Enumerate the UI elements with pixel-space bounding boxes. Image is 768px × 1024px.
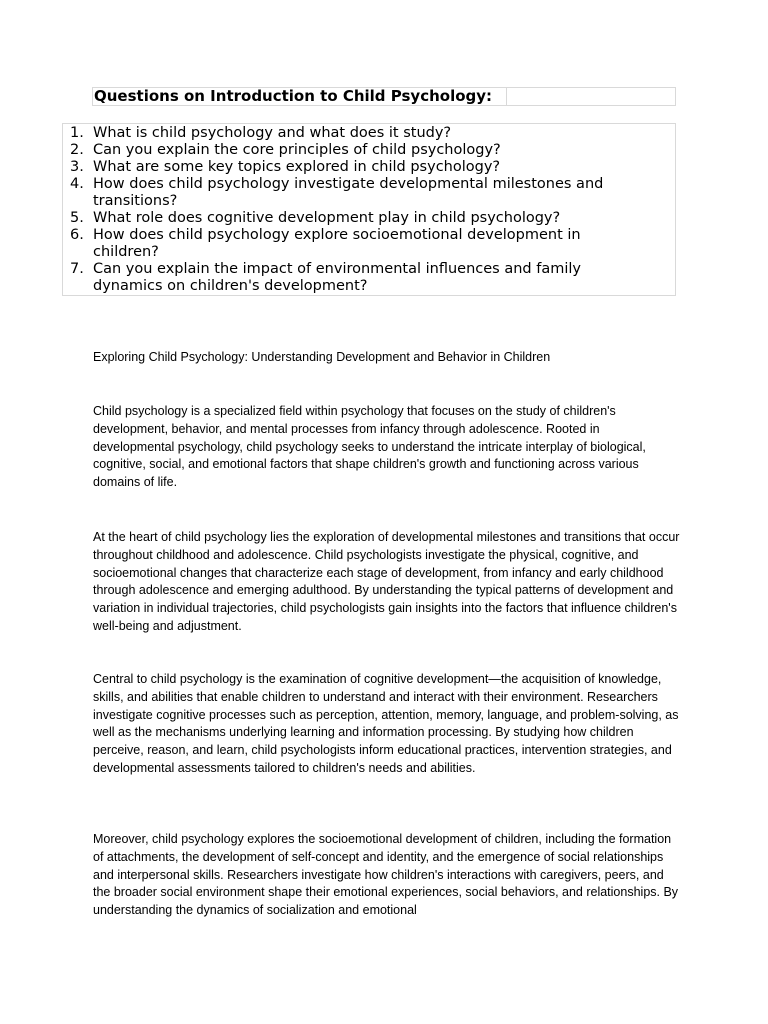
question-item — [63, 176, 675, 210]
question-number: 5. — [70, 210, 84, 226]
question-item — [63, 261, 675, 295]
article-paragraph: Moreover, child psychology explores the socioemotional development of children, including the formation of attachments, the development of self-concept and identity, and the emergence of social relationships and interpersonal skills. Researchers investigate how children's interactions with caregivers, peers, and the broader social environment shape their emotional experiences, social behaviors, and relationships. By understanding the dynamics of socialization and emotional — [93, 832, 679, 918]
question-text: What are some key topics explored in child psychology? — [93, 159, 501, 175]
questions-box — [62, 123, 676, 296]
question-number: 6. — [70, 227, 84, 243]
question-text: What role does cognitive development play in child psychology? — [93, 210, 561, 226]
article-subtitle: Exploring Child Psychology: Understanding Development and Behavior in Children — [93, 350, 551, 364]
article-paragraph: Central to child psychology is the examination of cognitive development—the acquisition of knowledge, skills, and abilities that enable children to understand and interact with their environment. Researchers investigate cognitive processes such as perception, attention, memory, language, and problem-solving, as well as the mechanisms underlying learning and information processing. By studying how children perceive, reason, and learn, child psychologists inform educational practices, intervention strategies, and developmental assessments tailored to children's needs and abilities. — [93, 672, 679, 775]
question-item — [63, 159, 675, 176]
question-text: How does child psychology explore socioemotional development in children? — [93, 227, 581, 260]
question-number: 4. — [70, 176, 84, 192]
question-item — [63, 142, 675, 159]
question-text: Can you explain the impact of environmental influences and family dynamics on children's development? — [93, 261, 581, 294]
question-number: 7. — [70, 261, 84, 277]
question-item — [63, 227, 675, 261]
questions-list — [63, 124, 675, 295]
header-empty-cell — [507, 88, 675, 105]
question-text: Can you explain the core principles of child psychology? — [93, 142, 501, 158]
page-title: Questions on Introduction to Child Psychology: — [93, 88, 507, 105]
article-paragraph: Child psychology is a specialized field within psychology that focuses on the study of children's development, behavior, and mental processes from infancy through adolescence. Rooted in developmental psychology, child psychology seeks to understand the intricate interplay of biological, cognitive, social, and emotional factors that shape children's growth and functioning across various domains of life. — [93, 404, 646, 490]
question-text: What is child psychology and what does it study? — [93, 125, 452, 141]
header-table — [92, 87, 676, 106]
question-number: 3. — [70, 159, 84, 175]
question-text: How does child psychology investigate developmental milestones and transitions? — [93, 176, 604, 209]
question-number: 2. — [70, 142, 84, 158]
question-number: 1. — [70, 125, 84, 141]
question-item — [63, 125, 675, 142]
question-item — [63, 210, 675, 227]
article-paragraph: At the heart of child psychology lies the exploration of developmental milestones and transitions that occur throughout childhood and adolescence. Child psychologists investigate the physical, cognitive, and socioemotional changes that characterize each stage of development, from infancy and early childhood through adolescence and emerging adulthood. By understanding the typical patterns of development and variation in individual trajectories, child psychologists gain insights into the factors that influence children's well-being and adjustment. — [93, 530, 680, 633]
